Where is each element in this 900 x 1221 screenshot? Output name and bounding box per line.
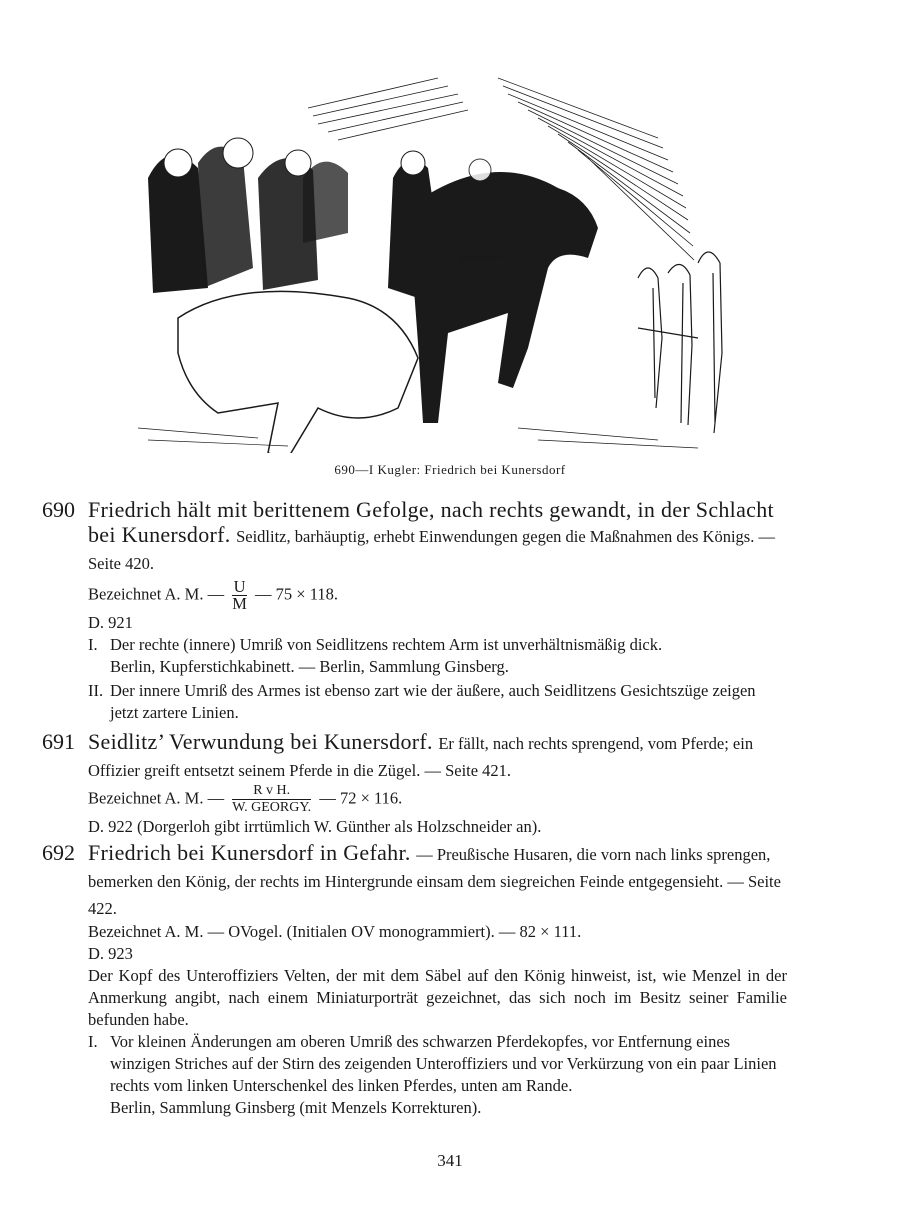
ground-hatching xyxy=(138,428,698,448)
signature-suffix: — 75 × 118. xyxy=(255,584,338,604)
state-marker: I. xyxy=(88,1032,98,1051)
monogram-bottom: M xyxy=(232,594,247,613)
entry-heading xyxy=(88,840,787,921)
monogram-bottom: W. GEORGY. xyxy=(232,800,312,815)
state-item xyxy=(88,680,787,724)
collection-text: Berlin, Kupferstichkabinett. — Berlin, Sammlung Ginsberg. xyxy=(110,657,509,676)
collection-line xyxy=(88,1097,787,1119)
figure-caption: 690—I Kugler: Friedrich bei Kunersdorf xyxy=(334,462,566,477)
signature-line: Bezeichnet A. M. — OVogel. (Initialen OV monogrammiert). — 82 × 111. xyxy=(88,922,582,941)
catalog-entry-691 xyxy=(42,729,787,838)
entry-description: Er fällt, nach rechts sprengend, vom Pferde; ein Offizier greift entsetzt seinem Pferde in die Zügel. — Seite 421. xyxy=(88,734,754,780)
white-horse xyxy=(178,291,418,453)
state-text: Der rechte (innere) Umriß von Seidlitzens rechtem Arm ist unverhältnismäßig dick. xyxy=(110,635,663,654)
signature-line xyxy=(88,579,787,612)
soldiers-right xyxy=(638,252,722,433)
state-item xyxy=(88,1031,787,1097)
monogram-top: U xyxy=(233,577,246,596)
entry-description: Seidlitz, barhäuptig, erhebt Einwendungen gegen die Maßnahmen des Königs. — Seite 420. xyxy=(88,527,775,573)
dorgerloh-reference: D. 923 xyxy=(88,944,133,963)
monogram-fraction xyxy=(232,579,247,612)
entry-number: 691 xyxy=(42,729,75,754)
state-text: Der innere Umriß des Armes ist ebenso zart wie der äußere, auch Seidlitzens Gesichtszüge zeigen jetzt zartere Linien. xyxy=(110,681,756,722)
monogram-fraction xyxy=(232,783,311,816)
signature-prefix: Bezeichnet A. M. — xyxy=(88,584,225,604)
state-item xyxy=(88,634,787,656)
state-marker: II. xyxy=(88,681,104,700)
woodcut-illustration xyxy=(138,68,728,453)
page-number: 341 xyxy=(437,1151,463,1170)
engraving-image xyxy=(138,68,728,453)
state-text: Vor kleinen Änderungen am oberen Umriß des schwarzen Pferdekopfes, vor Entfernung eines winzigen Striches auf der Stirn des zeigenden Unteroffiziers und vor Verkürzung von ein paar Linien rechts vom linken Unterschenkel des linken Pferdes, unten am Rande. xyxy=(110,1032,777,1095)
collection-text: Berlin, Sammlung Ginsberg (mit Menzels Korrekturen). xyxy=(110,1098,482,1117)
entry-heading xyxy=(88,497,787,576)
collection-line xyxy=(88,656,787,678)
signature-prefix: Bezeichnet A. M. — xyxy=(88,788,225,808)
entry-note: Der Kopf des Unteroffiziers Velten, der mit dem Säbel auf den König hinweist, ist, wie Menzel in der Anmerkung angibt, nach einem Miniaturporträt gezeichnet, das sich noch im Besitz seiner Familie befunden habe. xyxy=(88,966,787,1029)
monogram-top: R v H. xyxy=(232,783,311,800)
rider-group-left xyxy=(148,138,348,293)
entry-heading xyxy=(88,729,787,783)
catalog-entry-690 xyxy=(42,497,787,724)
signature-suffix: — 72 × 116. xyxy=(319,788,403,808)
entry-title: Friedrich hält mit berittenem Gefolge, nach rechts gewandt, in der Schlacht bei Kunersdorf. xyxy=(88,497,774,547)
entry-number: 692 xyxy=(42,840,75,865)
state-marker: I. xyxy=(88,635,98,654)
entry-title: Friedrich bei Kunersdorf in Gefahr. xyxy=(88,840,411,865)
catalog-entry-692 xyxy=(42,840,787,1119)
dorgerloh-reference: D. 922 (Dorgerloh gibt irrtümlich W. Günther als Holzschneider an). xyxy=(88,817,542,836)
entry-number: 690 xyxy=(42,497,75,522)
dorgerloh-reference: D. 921 xyxy=(88,613,133,632)
entry-title: Seidlitz’ Verwundung bei Kunersdorf. xyxy=(88,729,433,754)
entry-description: — Preußische Husaren, die vorn nach links sprengen, bemerken den König, der rechts im Hintergrunde einsam dem siegreichen Feinde entgegensieht. — Seite 422. xyxy=(88,845,781,918)
signature-line xyxy=(88,783,787,816)
